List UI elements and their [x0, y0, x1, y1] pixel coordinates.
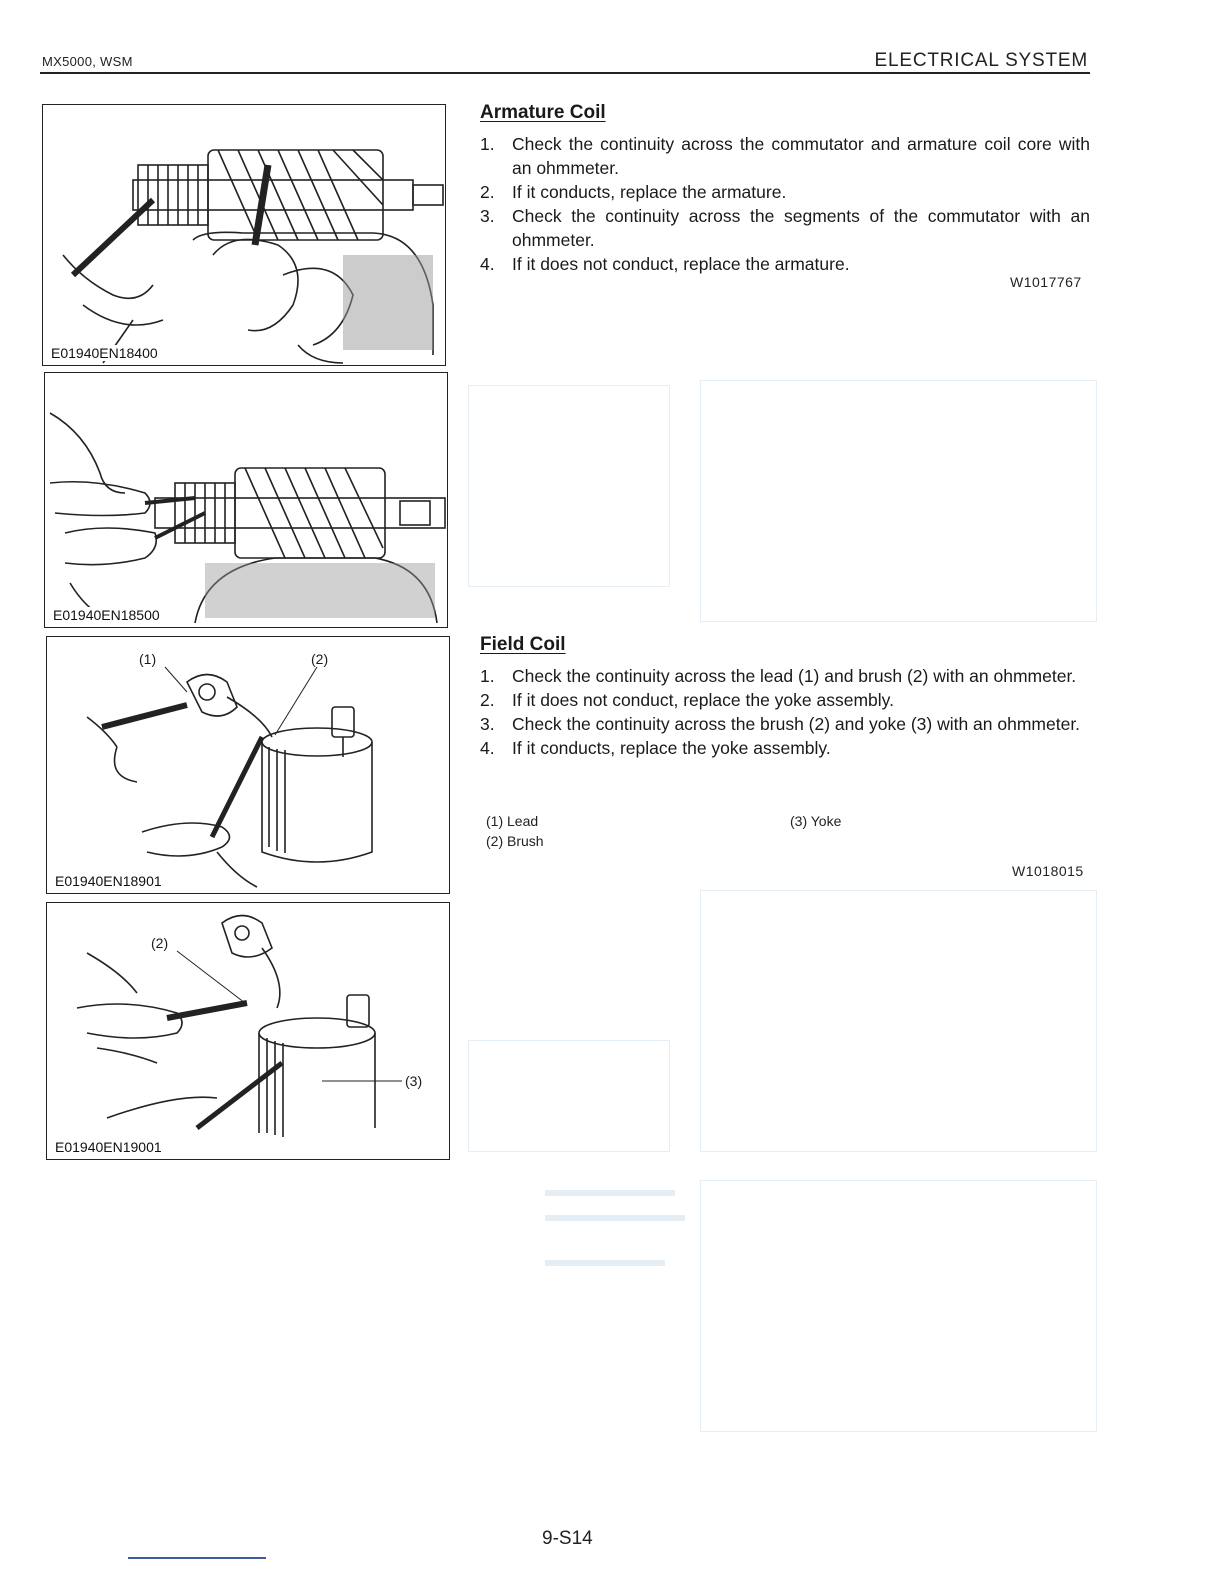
list-item: 4. If it conducts, replace the yoke assembly.	[480, 738, 831, 758]
header-manual-title: MX5000, WSM	[42, 54, 133, 69]
callout-label: (3)	[405, 1073, 423, 1089]
section-title: Armature Coil	[480, 102, 606, 123]
figure-caption: E01940EN18400	[51, 345, 158, 361]
legend-item: (2) Brush	[486, 833, 544, 849]
figure-caption: E01940EN18500	[53, 607, 160, 623]
commutator-illustration	[45, 373, 447, 627]
figure-brush-yoke-test	[46, 902, 450, 1160]
armature-core-illustration	[43, 105, 445, 365]
yoke-lead-illustration	[47, 637, 449, 893]
header-rule	[40, 72, 1090, 74]
field-coil-section	[480, 634, 1090, 760]
bleed-through-line	[545, 1215, 685, 1221]
header-section-title: ELECTRICAL SYSTEM	[874, 50, 1088, 71]
list-item: 2. If it does not conduct, replace the yoke assembly.	[480, 690, 894, 710]
bleed-through-box	[700, 380, 1097, 622]
list-item: 1. Check the continuity across the commutator and armature coil core with an ohmmeter.	[480, 134, 1090, 178]
list-item: 4. If it does not conduct, replace the armature.	[480, 254, 850, 274]
figure-commutator-segments-test	[44, 372, 448, 628]
reference-code: W1017767	[1010, 274, 1082, 290]
field-steps-list	[480, 664, 1090, 760]
yoke-brush-illustration	[47, 903, 449, 1159]
callout-label: (1)	[139, 651, 157, 667]
reference-code: W1018015	[1012, 863, 1084, 879]
figure-caption: E01940EN19001	[55, 1139, 162, 1155]
armature-steps-list	[480, 132, 1090, 276]
legend-left	[486, 811, 544, 851]
footer-rule	[128, 1557, 266, 1559]
bleed-through-box	[468, 385, 670, 587]
list-item: 2. If it conducts, replace the armature.	[480, 182, 787, 202]
list-item: 3. Check the continuity across the segments of the commutator with an ohmmeter.	[480, 206, 1090, 250]
list-item: 1. Check the continuity across the lead (1) and brush (2) with an ohmmeter.	[480, 666, 1077, 686]
figure-lead-brush-test	[46, 636, 450, 894]
bleed-through-box	[700, 890, 1097, 1152]
figure-armature-core-test	[42, 104, 446, 366]
legend-right	[790, 811, 841, 831]
bleed-through-line	[545, 1190, 675, 1196]
legend-item: (3) Yoke	[790, 813, 842, 829]
figure-caption: E01940EN18901	[55, 873, 162, 889]
callout-label: (2)	[311, 651, 329, 667]
callout-label: (2)	[151, 935, 169, 951]
section-title: Field Coil	[480, 634, 566, 655]
armature-coil-section	[480, 102, 1090, 276]
bleed-through-box	[468, 1040, 670, 1152]
page-number: 9-S14	[542, 1528, 593, 1549]
legend-item: (1) Lead	[486, 813, 539, 829]
bleed-through-line	[545, 1260, 665, 1266]
list-item: 3. Check the continuity across the brush (2) and yoke (3) with an ohmmeter.	[480, 714, 1081, 734]
bleed-through-box	[700, 1180, 1097, 1432]
